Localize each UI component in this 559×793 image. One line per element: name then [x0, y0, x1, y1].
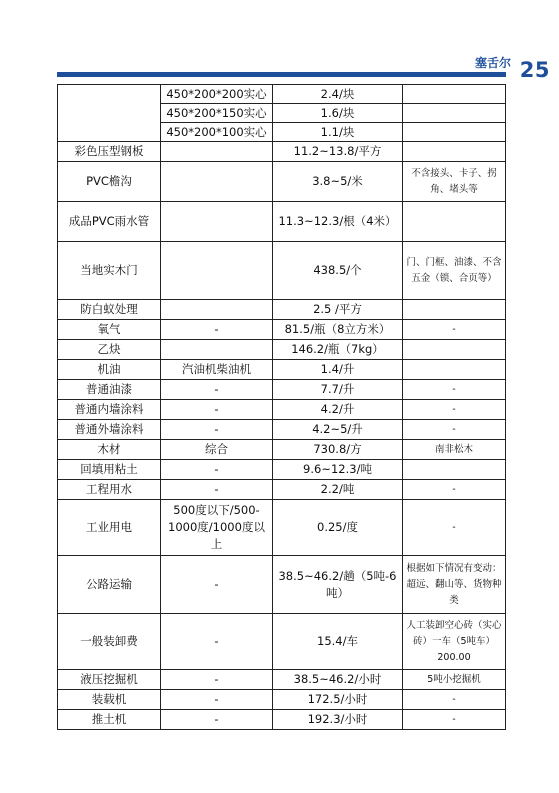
table-row — [58, 690, 506, 710]
table-row — [58, 320, 506, 340]
note-cell — [403, 104, 506, 123]
item-cell: 普通油漆 — [58, 380, 161, 400]
price-cell: 2.2/吨 — [273, 480, 403, 500]
spec-cell: 450*200*200实心 — [161, 85, 273, 104]
price-cell: 1.6/块 — [273, 104, 403, 123]
item-cell — [58, 85, 161, 142]
price-cell: 2.5 /平方 — [273, 300, 403, 320]
note-cell: - — [403, 500, 506, 556]
item-cell: 回填用粘土 — [58, 460, 161, 480]
note-cell: 南非松木 — [403, 440, 506, 460]
item-cell: 公路运输 — [58, 556, 161, 614]
note-cell — [403, 142, 506, 162]
note-cell — [403, 123, 506, 142]
price-table — [57, 84, 506, 730]
note-cell: - — [403, 690, 506, 710]
table-row — [58, 710, 506, 730]
note-cell — [403, 85, 506, 104]
note-cell: - — [403, 480, 506, 500]
price-cell: 192.3/小时 — [273, 710, 403, 730]
spec-cell: - — [161, 380, 273, 400]
item-cell: 工程用水 — [58, 480, 161, 500]
price-cell: 38.5~46.2/趟（5吨-6吨） — [273, 556, 403, 614]
table-row — [58, 380, 506, 400]
item-cell: 机油 — [58, 360, 161, 380]
page-number: 25 — [519, 58, 550, 82]
item-cell: PVC檐沟 — [58, 162, 161, 202]
item-cell: 木材 — [58, 440, 161, 460]
table-row — [58, 202, 506, 242]
item-cell: 当地实木门 — [58, 242, 161, 300]
spec-cell: 500度以下/500-1000度/1000度以上 — [161, 500, 273, 556]
table-row — [58, 242, 506, 300]
note-cell: 人工装卸空心砖（实心砖）一车（5吨车）200.00 — [403, 614, 506, 670]
table-row — [58, 440, 506, 460]
item-cell: 成品PVC雨水管 — [58, 202, 161, 242]
spec-cell: - — [161, 400, 273, 420]
price-cell: 11.3~12.3/根（4米） — [273, 202, 403, 242]
item-cell: 乙炔 — [58, 340, 161, 360]
note-cell — [403, 460, 506, 480]
note-cell: - — [403, 380, 506, 400]
note-cell — [403, 300, 506, 320]
price-cell: 4.2~5/升 — [273, 420, 403, 440]
price-cell: 4.2/升 — [273, 400, 403, 420]
note-cell — [403, 340, 506, 360]
note-cell: 5吨小挖掘机 — [403, 670, 506, 690]
item-cell: 氧气 — [58, 320, 161, 340]
table-row — [58, 500, 506, 556]
note-cell: 门、门框、油漆、不含五金（锁、合页等） — [403, 242, 506, 300]
note-cell — [403, 360, 506, 380]
spec-cell — [161, 162, 273, 202]
note-cell: - — [403, 400, 506, 420]
item-cell: 普通内墙涂料 — [58, 400, 161, 420]
price-cell: 1.4/升 — [273, 360, 403, 380]
price-cell: 7.7/升 — [273, 380, 403, 400]
table-row — [58, 300, 506, 320]
item-cell: 推土机 — [58, 710, 161, 730]
price-cell: 2.4/块 — [273, 85, 403, 104]
price-cell: 3.8~5/米 — [273, 162, 403, 202]
spec-cell: - — [161, 420, 273, 440]
note-cell: 根据如下情况有变动：超远、翻山等、货物种类 — [403, 556, 506, 614]
table-row — [58, 614, 506, 670]
spec-cell: - — [161, 670, 273, 690]
price-cell: 730.8/方 — [273, 440, 403, 460]
price-cell: 81.5/瓶（8立方米） — [273, 320, 403, 340]
spec-cell: 450*200*150实心 — [161, 104, 273, 123]
table-row — [58, 360, 506, 380]
item-cell: 一般装卸费 — [58, 614, 161, 670]
item-cell: 普通外墙涂料 — [58, 420, 161, 440]
item-cell: 彩色压型钢板 — [58, 142, 161, 162]
item-cell: 防白蚁处理 — [58, 300, 161, 320]
spec-cell: - — [161, 690, 273, 710]
table-row — [58, 400, 506, 420]
table-row — [58, 142, 506, 162]
price-cell: 172.5/小时 — [273, 690, 403, 710]
spec-cell: 汽油机柴油机 — [161, 360, 273, 380]
spec-cell: - — [161, 710, 273, 730]
table-row — [58, 85, 506, 104]
spec-cell — [161, 242, 273, 300]
table-row — [58, 162, 506, 202]
spec-cell: - — [161, 460, 273, 480]
price-cell: 11.2~13.8/平方 — [273, 142, 403, 162]
spec-cell — [161, 340, 273, 360]
spec-cell: - — [161, 320, 273, 340]
note-cell — [403, 202, 506, 242]
item-cell: 装载机 — [58, 690, 161, 710]
item-cell: 工业用电 — [58, 500, 161, 556]
price-cell: 9.6~12.3/吨 — [273, 460, 403, 480]
table-row — [58, 556, 506, 614]
spec-cell: - — [161, 614, 273, 670]
item-cell: 液压挖掘机 — [58, 670, 161, 690]
price-cell: 15.4/车 — [273, 614, 403, 670]
note-cell: 不含接头、卡子、拐角、堵头等 — [403, 162, 506, 202]
note-cell: - — [403, 420, 506, 440]
spec-cell: 450*200*100实心 — [161, 123, 273, 142]
table-row — [58, 460, 506, 480]
price-cell: 38.5~46.2/小时 — [273, 670, 403, 690]
section-title: 塞舌尔 — [474, 56, 511, 70]
spec-cell — [161, 142, 273, 162]
spec-cell — [161, 202, 273, 242]
spec-cell: - — [161, 480, 273, 500]
table-row — [58, 670, 506, 690]
spec-cell: - — [161, 556, 273, 614]
note-cell: - — [403, 710, 506, 730]
note-cell: - — [403, 320, 506, 340]
price-cell: 146.2/瓶（7kg） — [273, 340, 403, 360]
table-row — [58, 340, 506, 360]
price-cell: 0.25/度 — [273, 500, 403, 556]
price-cell: 1.1/块 — [273, 123, 403, 142]
table-row — [58, 480, 506, 500]
spec-cell — [161, 300, 273, 320]
header-divider-bar — [57, 72, 506, 77]
spec-cell: 综合 — [161, 440, 273, 460]
price-cell: 438.5/个 — [273, 242, 403, 300]
table-row — [58, 420, 506, 440]
